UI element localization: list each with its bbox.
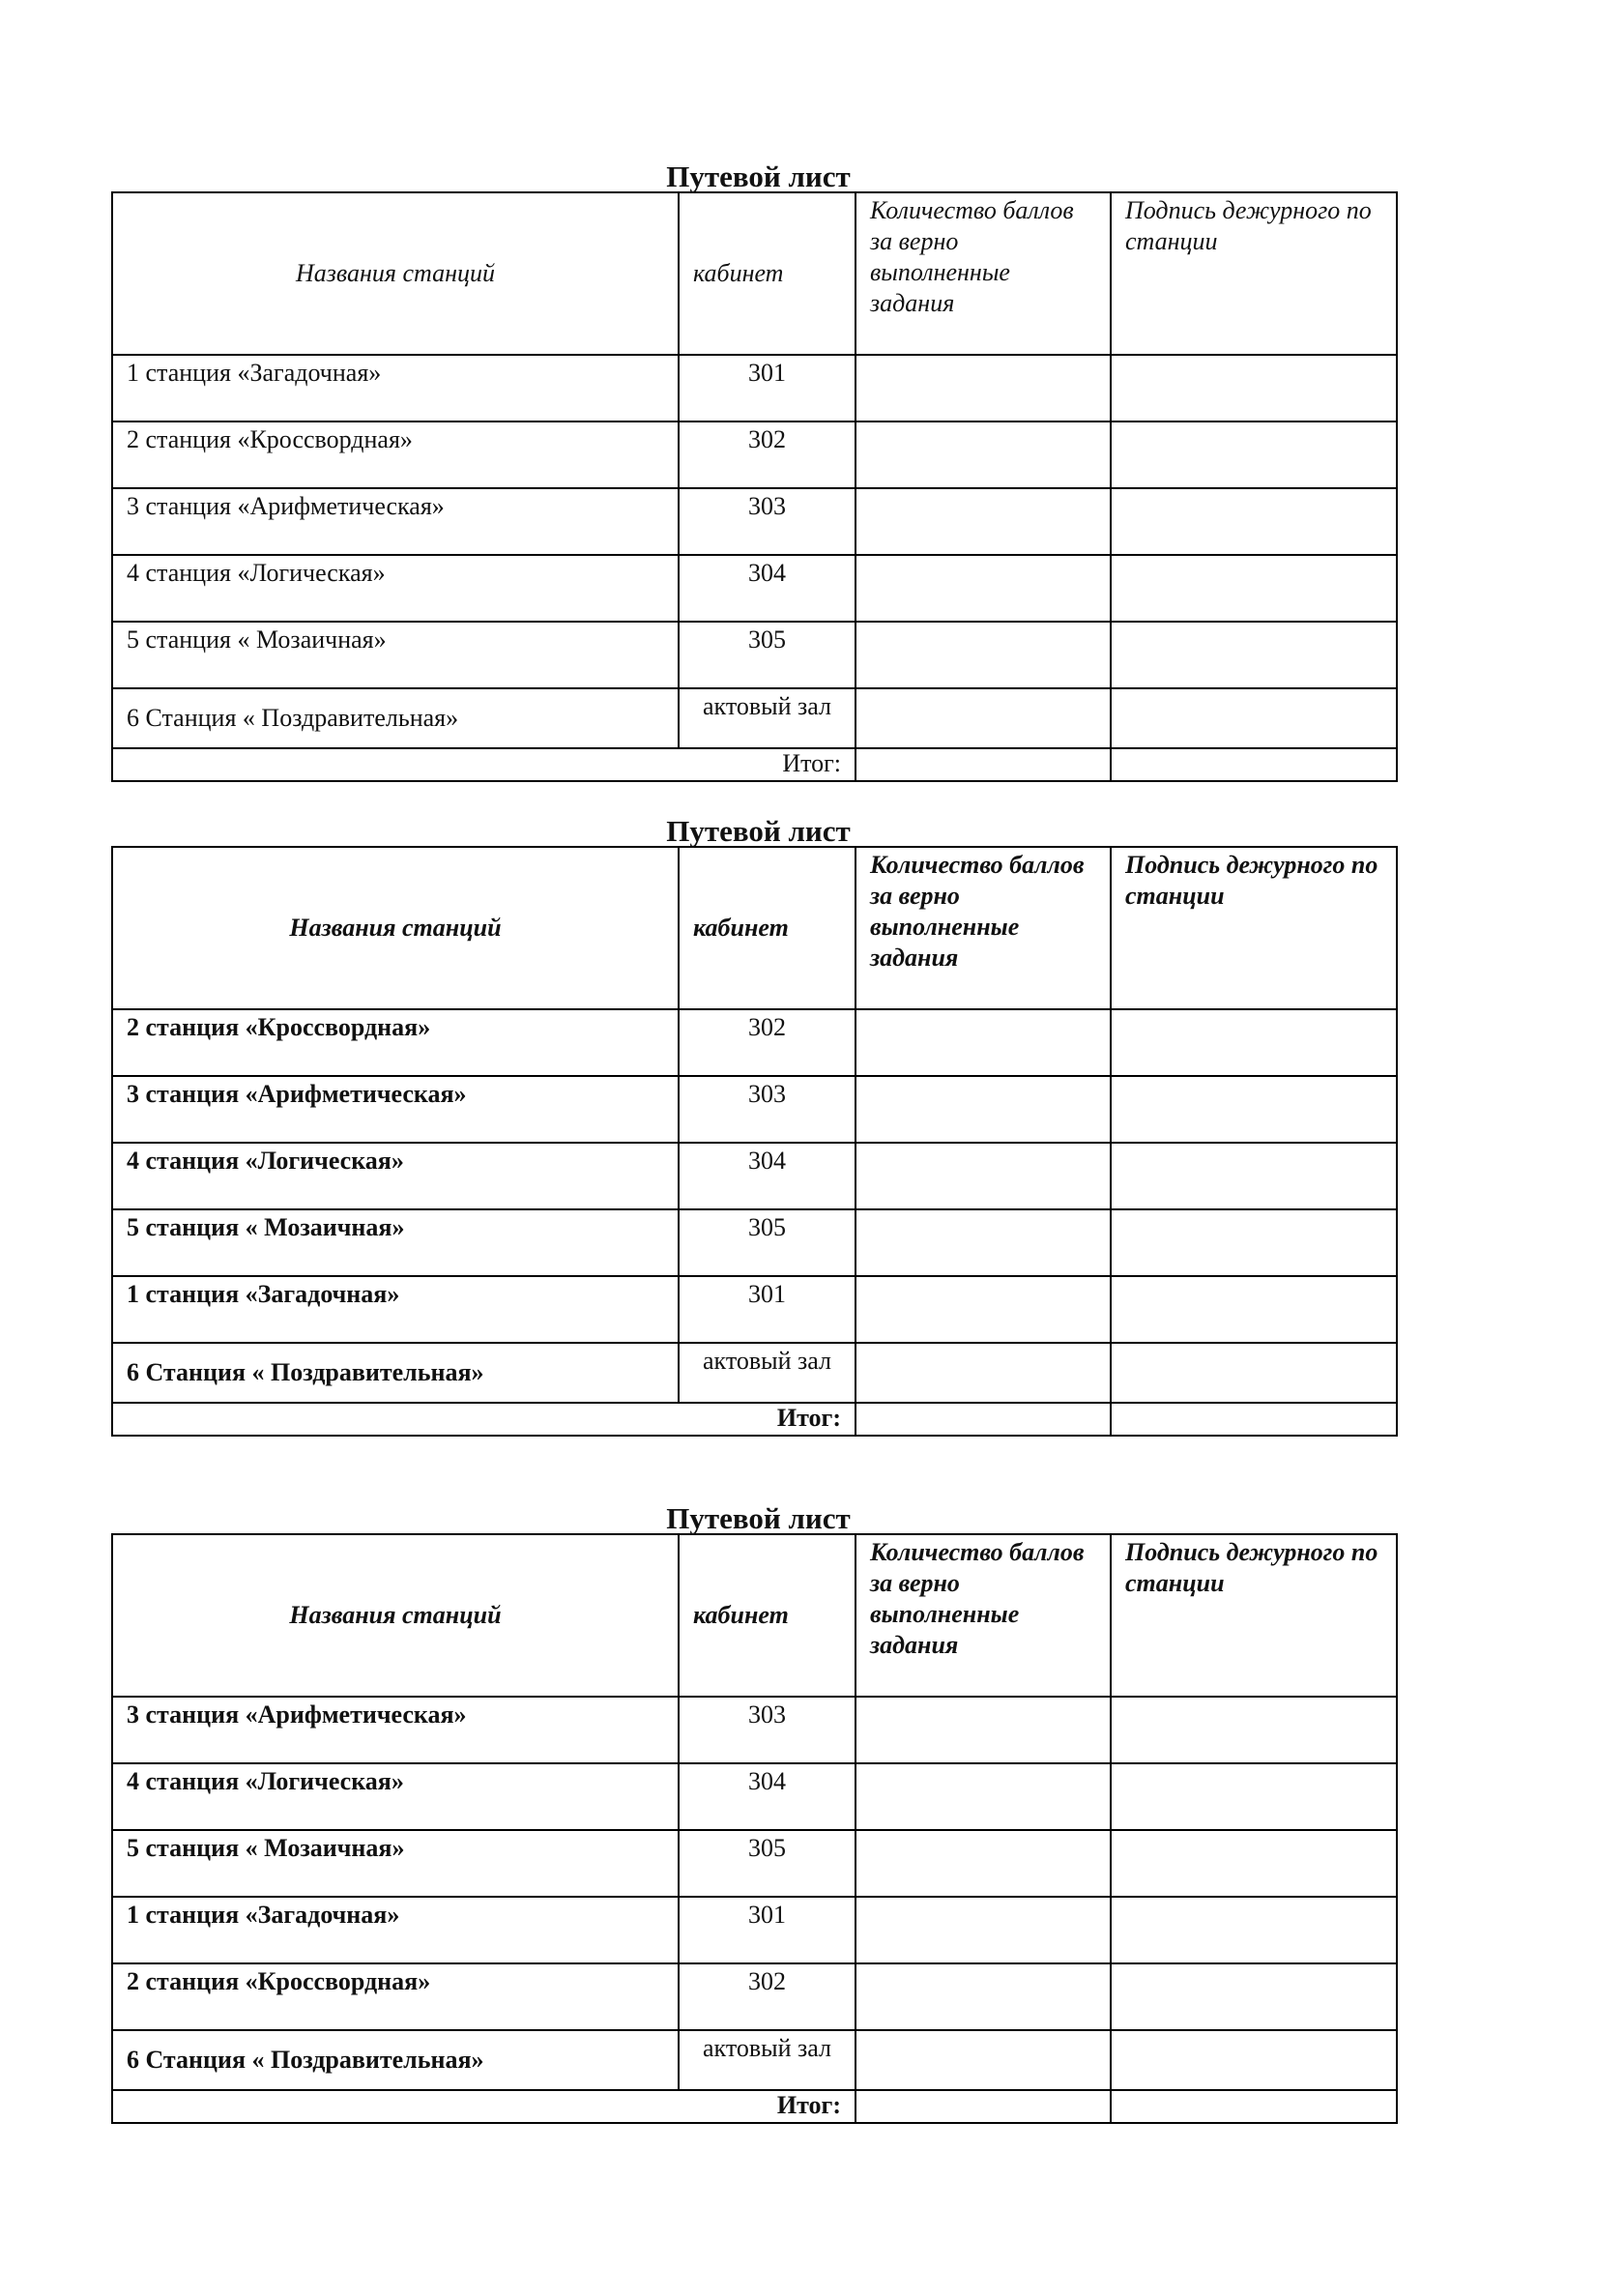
- table-row: [112, 622, 1397, 688]
- signature-cell[interactable]: [1111, 622, 1397, 688]
- station-name: 1 станция «Загадочная»: [112, 1276, 679, 1343]
- signature-cell[interactable]: [1111, 1897, 1397, 1963]
- station-name: 5 станция « Мозаичная»: [112, 1209, 679, 1276]
- station-room: актовый зал: [679, 1343, 856, 1403]
- score-cell[interactable]: [856, 1276, 1111, 1343]
- signature-cell[interactable]: [1111, 1009, 1397, 1076]
- total-score-cell[interactable]: [856, 748, 1111, 781]
- station-room: актовый зал: [679, 2030, 856, 2090]
- table-header-row: [112, 847, 1397, 1009]
- signature-cell[interactable]: [1111, 688, 1397, 748]
- signature-cell[interactable]: [1111, 1143, 1397, 1209]
- header-score: Количество баллов за верно выполненные задания: [856, 192, 1111, 355]
- signature-cell[interactable]: [1111, 355, 1397, 421]
- station-room: 301: [679, 1276, 856, 1343]
- route-table: [111, 1533, 1398, 2124]
- total-row: [112, 1403, 1397, 1436]
- score-cell[interactable]: [856, 421, 1111, 488]
- header-station-names: Названия станций: [112, 847, 679, 1009]
- header-score: Количество баллов за верно выполненные задания: [856, 847, 1111, 1009]
- total-label: Итог:: [112, 2090, 856, 2123]
- station-name: 2 станция «Кроссвордная»: [112, 421, 679, 488]
- station-room: 305: [679, 622, 856, 688]
- table-row: [112, 1963, 1397, 2030]
- signature-cell[interactable]: [1111, 1697, 1397, 1763]
- station-room: 305: [679, 1830, 856, 1897]
- score-cell[interactable]: [856, 1343, 1111, 1403]
- score-cell[interactable]: [856, 1076, 1111, 1143]
- station-name: 3 станция «Арифметическая»: [112, 1697, 679, 1763]
- signature-cell[interactable]: [1111, 1209, 1397, 1276]
- header-room: кабинет: [679, 192, 856, 355]
- table-row: [112, 488, 1397, 555]
- station-room: 304: [679, 1143, 856, 1209]
- table-row: [112, 1897, 1397, 1963]
- header-station-names: Названия станций: [112, 192, 679, 355]
- table-header-row: [112, 1534, 1397, 1697]
- station-name: 2 станция «Кроссвордная»: [112, 1009, 679, 1076]
- station-room: 305: [679, 1209, 856, 1276]
- signature-cell[interactable]: [1111, 1276, 1397, 1343]
- station-name: 1 станция «Загадочная»: [112, 1897, 679, 1963]
- table-row: [112, 1343, 1397, 1403]
- station-name: 5 станция « Мозаичная»: [112, 622, 679, 688]
- score-cell[interactable]: [856, 1963, 1111, 2030]
- total-score-cell[interactable]: [856, 1403, 1111, 1436]
- station-room: 304: [679, 555, 856, 622]
- station-name: 2 станция «Кроссвордная»: [112, 1963, 679, 2030]
- score-cell[interactable]: [856, 1209, 1111, 1276]
- station-room: 304: [679, 1763, 856, 1830]
- table-row: [112, 1009, 1397, 1076]
- table-row: [112, 1763, 1397, 1830]
- header-room: кабинет: [679, 847, 856, 1009]
- table-row: [112, 555, 1397, 622]
- table-row: [112, 1143, 1397, 1209]
- route-sheet-3: [111, 1503, 1396, 2124]
- score-cell[interactable]: [856, 1763, 1111, 1830]
- signature-cell[interactable]: [1111, 1763, 1397, 1830]
- total-row: [112, 2090, 1397, 2123]
- sheet-title: Путевой лист: [666, 814, 851, 848]
- route-sheet-1: [111, 161, 1396, 782]
- signature-cell[interactable]: [1111, 1076, 1397, 1143]
- station-name: 4 станция «Логическая»: [112, 1763, 679, 1830]
- sheet-title: Путевой лист: [666, 1501, 851, 1535]
- signature-cell[interactable]: [1111, 555, 1397, 622]
- route-table: [111, 191, 1398, 782]
- header-score: Количество баллов за верно выполненные задания: [856, 1534, 1111, 1697]
- score-cell[interactable]: [856, 688, 1111, 748]
- station-name: 1 станция «Загадочная»: [112, 355, 679, 421]
- station-room: 301: [679, 355, 856, 421]
- station-name: 6 Станция « Поздравительная»: [112, 1343, 679, 1403]
- score-cell[interactable]: [856, 1897, 1111, 1963]
- station-room: 303: [679, 1697, 856, 1763]
- route-sheet-2: [111, 816, 1396, 1437]
- header-room: кабинет: [679, 1534, 856, 1697]
- header-signature: Подпись дежурного по станции: [1111, 192, 1397, 355]
- table-row: [112, 1209, 1397, 1276]
- table-row: [112, 2030, 1397, 2090]
- score-cell[interactable]: [856, 622, 1111, 688]
- station-name: 3 станция «Арифметическая»: [112, 488, 679, 555]
- station-name: 4 станция «Логическая»: [112, 1143, 679, 1209]
- total-signature-cell[interactable]: [1111, 2090, 1397, 2123]
- table-row: [112, 355, 1397, 421]
- table-header-row: [112, 192, 1397, 355]
- signature-cell[interactable]: [1111, 1830, 1397, 1897]
- score-cell[interactable]: [856, 1697, 1111, 1763]
- total-row: [112, 748, 1397, 781]
- signature-cell[interactable]: [1111, 1963, 1397, 2030]
- station-room: актовый зал: [679, 688, 856, 748]
- total-signature-cell[interactable]: [1111, 1403, 1397, 1436]
- station-name: 3 станция «Арифметическая»: [112, 1076, 679, 1143]
- total-signature-cell[interactable]: [1111, 748, 1397, 781]
- total-label: Итог:: [112, 1403, 856, 1436]
- table-row: [112, 1697, 1397, 1763]
- signature-cell[interactable]: [1111, 421, 1397, 488]
- table-row: [112, 688, 1397, 748]
- station-room: 302: [679, 1963, 856, 2030]
- sheet-title: Путевой лист: [666, 160, 851, 193]
- header-signature: Подпись дежурного по станции: [1111, 847, 1397, 1009]
- station-room: 302: [679, 421, 856, 488]
- score-cell[interactable]: [856, 1143, 1111, 1209]
- header-station-names: Названия станций: [112, 1534, 679, 1697]
- score-cell[interactable]: [856, 355, 1111, 421]
- station-name: 4 станция «Логическая»: [112, 555, 679, 622]
- signature-cell[interactable]: [1111, 1343, 1397, 1403]
- route-table: [111, 846, 1398, 1437]
- table-row: [112, 421, 1397, 488]
- station-room: 301: [679, 1897, 856, 1963]
- station-room: 303: [679, 1076, 856, 1143]
- header-signature: Подпись дежурного по станции: [1111, 1534, 1397, 1697]
- table-row: [112, 1076, 1397, 1143]
- station-room: 302: [679, 1009, 856, 1076]
- total-label: Итог:: [112, 748, 856, 781]
- score-cell[interactable]: [856, 1830, 1111, 1897]
- total-score-cell[interactable]: [856, 2090, 1111, 2123]
- station-name: 5 станция « Мозаичная»: [112, 1830, 679, 1897]
- table-row: [112, 1276, 1397, 1343]
- station-name: 6 Станция « Поздравительная»: [112, 688, 679, 748]
- signature-cell[interactable]: [1111, 2030, 1397, 2090]
- station-name: 6 Станция « Поздравительная»: [112, 2030, 679, 2090]
- station-room: 303: [679, 488, 856, 555]
- signature-cell[interactable]: [1111, 488, 1397, 555]
- score-cell[interactable]: [856, 488, 1111, 555]
- score-cell[interactable]: [856, 555, 1111, 622]
- score-cell[interactable]: [856, 2030, 1111, 2090]
- table-row: [112, 1830, 1397, 1897]
- score-cell[interactable]: [856, 1009, 1111, 1076]
